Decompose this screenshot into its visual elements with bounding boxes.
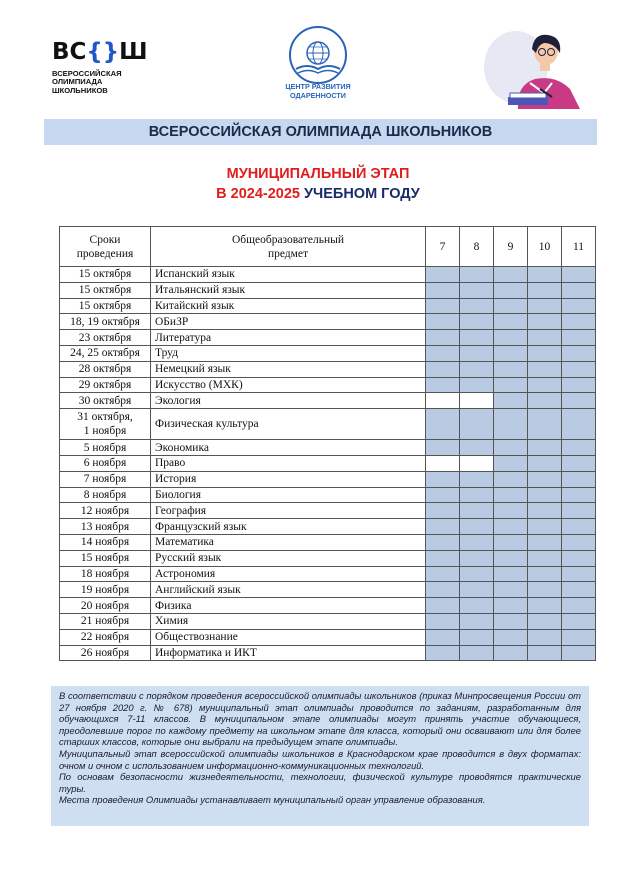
event-date: 23 октября — [60, 330, 151, 346]
note-paragraph: Муниципальный этап всероссийской олимпиады школьников в Краснодарском крае проводится в двух форматах: очном и очном с использованием информационно-коммуникационных технологий. — [59, 747, 581, 771]
event-date: 6 ноября — [60, 455, 151, 471]
grade-cell-participating — [562, 613, 596, 629]
subject-name: Итальянский язык — [151, 282, 426, 298]
table-row — [60, 361, 596, 377]
grade-cell-participating — [494, 534, 528, 550]
subject-name: Экономика — [151, 440, 426, 456]
table-row — [60, 582, 596, 598]
grade-cell-participating — [460, 282, 494, 298]
event-date: 15 октября — [60, 298, 151, 314]
event-date: 26 ноября — [60, 645, 151, 661]
olympiad-banner: ВСЕРОССИЙСКАЯ ОЛИМПИАДА ШКОЛЬНИКОВ — [44, 119, 597, 145]
event-date: 31 октября, 1 ноября — [60, 409, 151, 440]
subject-name: Астрономия — [151, 566, 426, 582]
grade-cell-empty — [426, 393, 460, 409]
subject-column-header: Общеобразовательный предмет — [151, 227, 426, 267]
event-date: 29 октября — [60, 377, 151, 393]
grade-cell-participating — [494, 645, 528, 661]
grade-cell-participating — [460, 645, 494, 661]
grade-cell-participating — [562, 345, 596, 361]
subject-name: Физическая культура — [151, 409, 426, 440]
grade-cell-participating — [426, 519, 460, 535]
grade-cell-participating — [528, 550, 562, 566]
table-row — [60, 534, 596, 550]
grade-cell-participating — [494, 598, 528, 614]
grade-cell-participating — [528, 330, 562, 346]
grade-cell-participating — [528, 613, 562, 629]
subject-name: Литература — [151, 330, 426, 346]
grade-cell-participating — [562, 519, 596, 535]
event-date: 15 ноября — [60, 550, 151, 566]
grade-cell-participating — [528, 409, 562, 440]
grade-header: 7 — [426, 227, 460, 267]
table-row — [60, 298, 596, 314]
table-row — [60, 440, 596, 456]
grade-cell-participating — [460, 314, 494, 330]
grade-cell-participating — [460, 361, 494, 377]
event-date: 13 ноября — [60, 519, 151, 535]
grade-cell-participating — [494, 345, 528, 361]
grade-cell-participating — [528, 503, 562, 519]
event-date: 5 ноября — [60, 440, 151, 456]
grade-cell-participating — [562, 471, 596, 487]
subject-name: Обществознание — [151, 629, 426, 645]
subject-name: Английский язык — [151, 582, 426, 598]
grade-cell-participating — [460, 377, 494, 393]
grade-cell-participating — [460, 519, 494, 535]
grade-cell-empty — [460, 455, 494, 471]
grade-cell-participating — [494, 314, 528, 330]
grade-cell-participating — [528, 487, 562, 503]
note-paragraph: По основам безопасности жизнедеятельности, технологии, физической культуре проводятся практические туры. — [59, 771, 581, 794]
grade-cell-participating — [528, 298, 562, 314]
subject-name: Экология — [151, 393, 426, 409]
grade-cell-participating — [426, 550, 460, 566]
grade-header: 9 — [494, 227, 528, 267]
grade-cell-participating — [426, 645, 460, 661]
grade-cell-participating — [460, 613, 494, 629]
grade-cell-participating — [562, 409, 596, 440]
table-row — [60, 598, 596, 614]
event-date: 7 ноября — [60, 471, 151, 487]
grade-cell-participating — [426, 566, 460, 582]
grade-cell-participating — [528, 393, 562, 409]
grade-cell-participating — [494, 550, 528, 566]
student-illustration — [480, 27, 585, 109]
grade-cell-participating — [494, 519, 528, 535]
grade-cell-participating — [494, 282, 528, 298]
subject-name: Право — [151, 455, 426, 471]
info-note — [51, 686, 589, 826]
grade-cell-participating — [426, 582, 460, 598]
subject-name: Химия — [151, 613, 426, 629]
grade-cell-participating — [426, 267, 460, 283]
grade-cell-participating — [562, 487, 596, 503]
subject-name: Математика — [151, 534, 426, 550]
grade-cell-participating — [494, 566, 528, 582]
grade-cell-participating — [460, 345, 494, 361]
subject-name: Французский язык — [151, 519, 426, 535]
event-date: 24, 25 октября — [60, 345, 151, 361]
grade-cell-participating — [528, 345, 562, 361]
table-row — [60, 519, 596, 535]
subject-name: Труд — [151, 345, 426, 361]
grade-cell-participating — [460, 582, 494, 598]
grade-cell-participating — [460, 330, 494, 346]
grade-cell-participating — [494, 377, 528, 393]
subject-name: Биология — [151, 487, 426, 503]
table-row — [60, 267, 596, 283]
subject-name: Физика — [151, 598, 426, 614]
event-date: 30 октября — [60, 393, 151, 409]
table-row — [60, 471, 596, 487]
grade-cell-participating — [426, 487, 460, 503]
grade-cell-participating — [562, 298, 596, 314]
event-date: 15 октября — [60, 267, 151, 283]
stage-title: МУНИЦИПАЛЬНЫЙ ЭТАП — [226, 166, 410, 182]
grade-cell-participating — [426, 471, 460, 487]
table-row — [60, 345, 596, 361]
subject-name: Русский язык — [151, 550, 426, 566]
event-date: 22 ноября — [60, 629, 151, 645]
grade-cell-participating — [494, 629, 528, 645]
grade-cell-participating — [460, 267, 494, 283]
event-date: 28 октября — [60, 361, 151, 377]
grade-cell-participating — [426, 361, 460, 377]
grade-cell-participating — [528, 282, 562, 298]
center-giftedness-logo — [277, 23, 359, 101]
grade-cell-participating — [528, 566, 562, 582]
grade-cell-participating — [494, 503, 528, 519]
event-date: 20 ноября — [60, 598, 151, 614]
grade-cell-participating — [426, 503, 460, 519]
event-date: 19 ноября — [60, 582, 151, 598]
grade-cell-participating — [562, 629, 596, 645]
subject-name: Искусство (МХК) — [151, 377, 426, 393]
table-row — [60, 282, 596, 298]
grade-cell-participating — [494, 487, 528, 503]
grade-cell-participating — [426, 598, 460, 614]
schedule-table — [59, 226, 596, 661]
table-row — [60, 314, 596, 330]
table-row — [60, 377, 596, 393]
grade-cell-participating — [460, 503, 494, 519]
center-logo-line1: ЦЕНТР РАЗВИТИЯ — [285, 82, 351, 91]
grade-cell-participating — [562, 393, 596, 409]
grade-cell-participating — [528, 645, 562, 661]
grade-cell-participating — [460, 409, 494, 440]
event-date: 18, 19 октября — [60, 314, 151, 330]
grade-cell-participating — [562, 534, 596, 550]
grade-header: 10 — [528, 227, 562, 267]
grade-cell-participating — [426, 330, 460, 346]
subject-name: Немецкий язык — [151, 361, 426, 377]
grade-cell-participating — [426, 440, 460, 456]
grade-cell-participating — [562, 550, 596, 566]
grade-cell-participating — [528, 440, 562, 456]
grade-cell-participating — [562, 440, 596, 456]
grade-cell-participating — [528, 267, 562, 283]
grade-cell-participating — [460, 471, 494, 487]
grade-cell-participating — [528, 629, 562, 645]
grade-cell-participating — [562, 267, 596, 283]
table-row — [60, 330, 596, 346]
table-row — [60, 550, 596, 566]
grade-cell-participating — [460, 298, 494, 314]
grade-cell-participating — [460, 629, 494, 645]
grade-cell-participating — [562, 377, 596, 393]
grade-cell-participating — [426, 298, 460, 314]
event-date: 12 ноября — [60, 503, 151, 519]
grade-cell-participating — [494, 298, 528, 314]
grade-header: 11 — [562, 227, 596, 267]
grade-cell-participating — [528, 361, 562, 377]
table-row — [60, 629, 596, 645]
event-date: 14 ноября — [60, 534, 151, 550]
table-header-row — [60, 227, 596, 267]
table-row — [60, 487, 596, 503]
subject-name: ОБиЗР — [151, 314, 426, 330]
grade-cell-participating — [460, 534, 494, 550]
grade-cell-participating — [528, 598, 562, 614]
table-row — [60, 613, 596, 629]
grade-cell-participating — [562, 330, 596, 346]
grade-cell-participating — [494, 455, 528, 471]
grade-cell-participating — [494, 330, 528, 346]
school-year-title: В 2024-2025 УЧЕБНОМ ГОДУ — [216, 186, 420, 202]
grade-cell-empty — [460, 393, 494, 409]
grade-cell-participating — [562, 282, 596, 298]
date-column-header: Сроки проведения — [60, 227, 151, 267]
grade-cell-participating — [528, 519, 562, 535]
grade-cell-participating — [528, 534, 562, 550]
grade-header: 8 — [460, 227, 494, 267]
grade-cell-participating — [528, 455, 562, 471]
grade-cell-participating — [426, 314, 460, 330]
note-paragraph: Места проведения Олимпиады устанавливает муниципальный орган управление образования. — [59, 794, 486, 806]
vsosh-logo-text: ВСЕРОССИЙСКАЯ ОЛИМПИАДА ШКОЛЬНИКОВ — [52, 69, 122, 95]
event-date: 21 ноября — [60, 613, 151, 629]
grade-cell-participating — [494, 582, 528, 598]
grade-cell-participating — [562, 455, 596, 471]
grade-cell-participating — [494, 409, 528, 440]
grade-cell-participating — [426, 282, 460, 298]
grade-cell-participating — [494, 613, 528, 629]
grade-cell-participating — [562, 645, 596, 661]
subject-name: История — [151, 471, 426, 487]
table-row — [60, 566, 596, 582]
grade-cell-participating — [460, 440, 494, 456]
grade-cell-participating — [426, 534, 460, 550]
grade-cell-participating — [426, 345, 460, 361]
grade-cell-participating — [494, 471, 528, 487]
grade-cell-participating — [426, 409, 460, 440]
grade-cell-participating — [426, 377, 460, 393]
subject-name: Информатика и ИКТ — [151, 645, 426, 661]
grade-cell-participating — [562, 598, 596, 614]
subject-name: География — [151, 503, 426, 519]
grade-cell-participating — [528, 471, 562, 487]
grade-cell-participating — [562, 361, 596, 377]
table-row — [60, 455, 596, 471]
grade-cell-participating — [460, 550, 494, 566]
grade-cell-participating — [460, 598, 494, 614]
subject-name: Китайский язык — [151, 298, 426, 314]
grade-cell-participating — [494, 393, 528, 409]
grade-cell-participating — [562, 503, 596, 519]
event-date: 15 октября — [60, 282, 151, 298]
grade-cell-empty — [426, 455, 460, 471]
grade-cell-participating — [562, 566, 596, 582]
event-date: 18 ноября — [60, 566, 151, 582]
grade-cell-participating — [528, 377, 562, 393]
grade-cell-participating — [460, 487, 494, 503]
vsosh-logo-mark: ВС{}Ш — [52, 39, 148, 65]
grade-cell-participating — [528, 582, 562, 598]
table-row — [60, 409, 596, 440]
grade-cell-participating — [494, 267, 528, 283]
grade-cell-participating — [562, 314, 596, 330]
center-logo-line2: ОДАРЕННОСТИ — [290, 91, 346, 100]
grade-cell-participating — [494, 440, 528, 456]
grade-cell-participating — [528, 314, 562, 330]
table-row — [60, 393, 596, 409]
table-row — [60, 503, 596, 519]
grade-cell-participating — [426, 613, 460, 629]
grade-cell-participating — [460, 566, 494, 582]
grade-cell-participating — [494, 361, 528, 377]
grade-cell-participating — [426, 629, 460, 645]
table-row — [60, 645, 596, 661]
vsosh-logo — [52, 40, 172, 95]
event-date: 8 ноября — [60, 487, 151, 503]
subject-name: Испанский язык — [151, 267, 426, 283]
note-paragraph: В соответствии с порядком проведения всероссийской олимпиады школьников (приказ Минпросвещения России от 27 ноября 2020 г. № 678) муниципальный этап олимпиады проводится по заданиям, разработанным для обучающихся 7-11 классов. В муниципальном этапе олимпиады могут принять участие обучающиеся, преодолевшие порог по каждому предмету на школьном этапе для класса, который они осваивают или для более старших классов, которые они выбрали на предыдущем этапе олимпиады. — [59, 690, 581, 748]
grade-cell-participating — [562, 582, 596, 598]
